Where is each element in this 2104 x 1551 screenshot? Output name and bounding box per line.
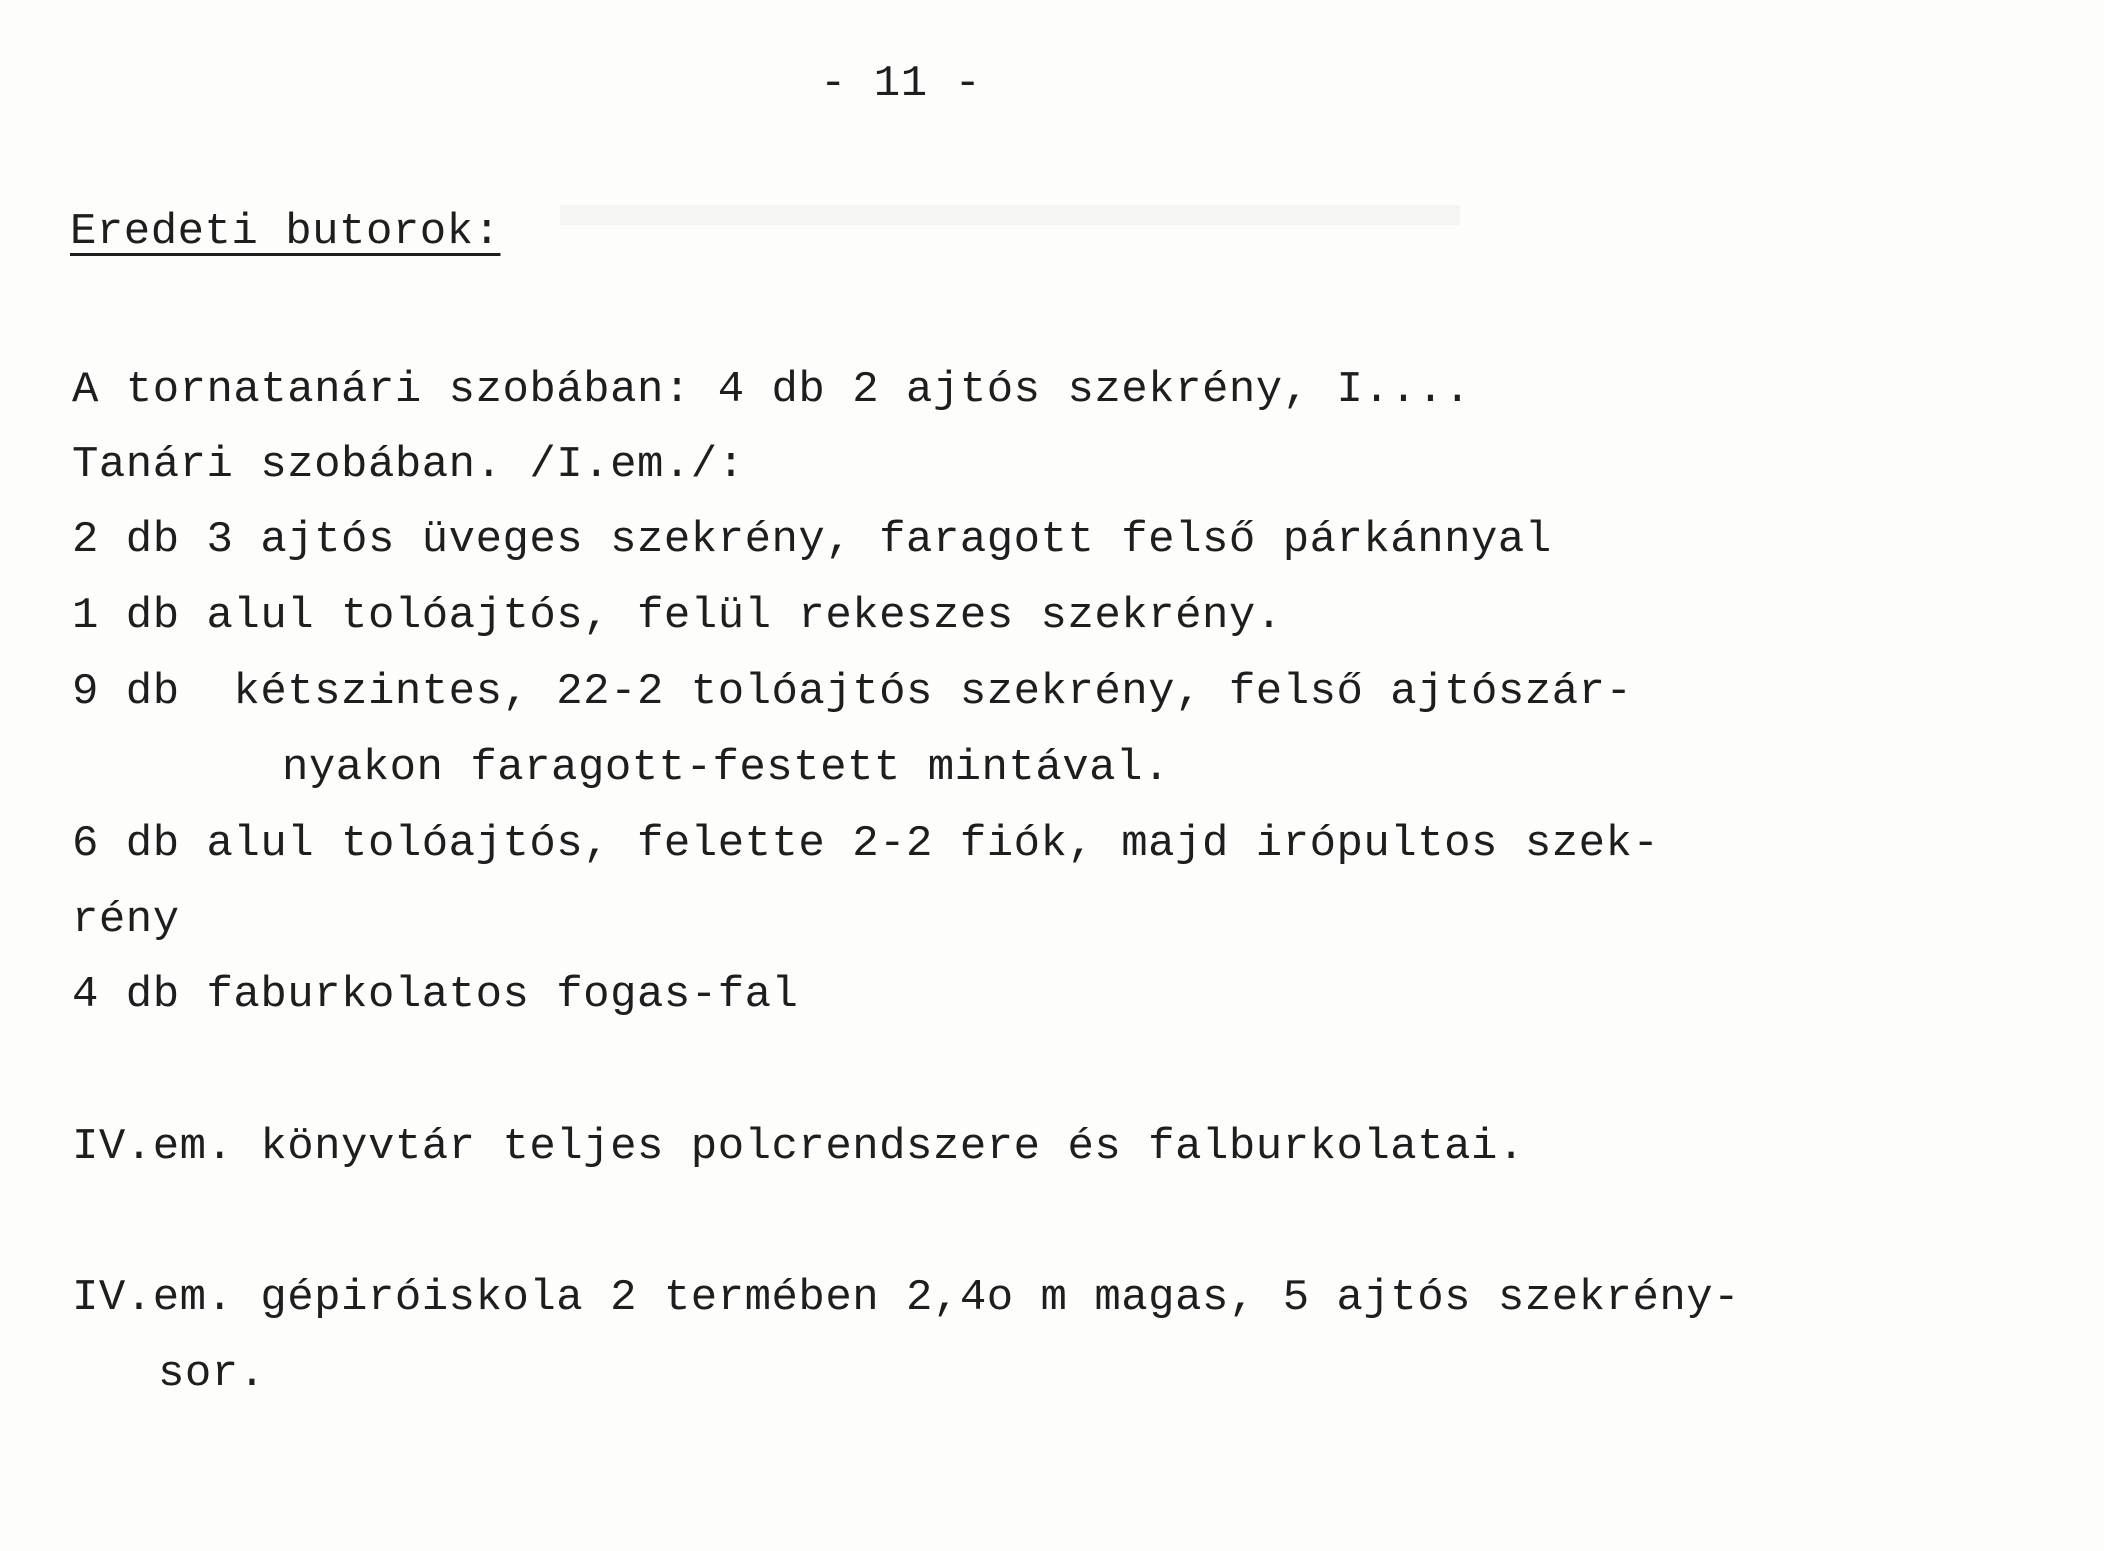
text-line: Tanári szobában. /I.em./: <box>72 440 745 490</box>
text-line: nyakon faragott-festett mintával. <box>282 743 1170 793</box>
show-through-shadow <box>560 205 1460 225</box>
text-line: IV.em. gépiróiskola 2 termében 2,4o m magas, 5 ajtós szekrény- <box>72 1273 1741 1323</box>
text-line: sor. <box>158 1349 266 1399</box>
text-line: 1 db alul tolóajtós, felül rekeszes szekrény. <box>72 591 1283 641</box>
text-line: IV.em. könyvtár teljes polcrendszere és falburkolatai. <box>72 1122 1525 1172</box>
text-line: A tornatanári szobában: 4 db 2 ajtós szekrény, I.... <box>72 365 1472 415</box>
text-line: 9 db kétszintes, 22-2 tolóajtós szekrény, felső ajtószár- <box>72 667 1633 717</box>
text-line: 2 db 3 ajtós üveges szekrény, faragott felső párkánnyal <box>72 515 1552 565</box>
page-number: - 11 - <box>820 59 982 109</box>
text-line: rény <box>72 895 180 945</box>
text-line: 4 db faburkolatos fogas-fal <box>72 970 799 1020</box>
section-heading: Eredeti butorok: <box>70 207 501 257</box>
text-line: 6 db alul tolóajtós, felette 2-2 fiók, majd irópultos szek- <box>72 819 1660 869</box>
